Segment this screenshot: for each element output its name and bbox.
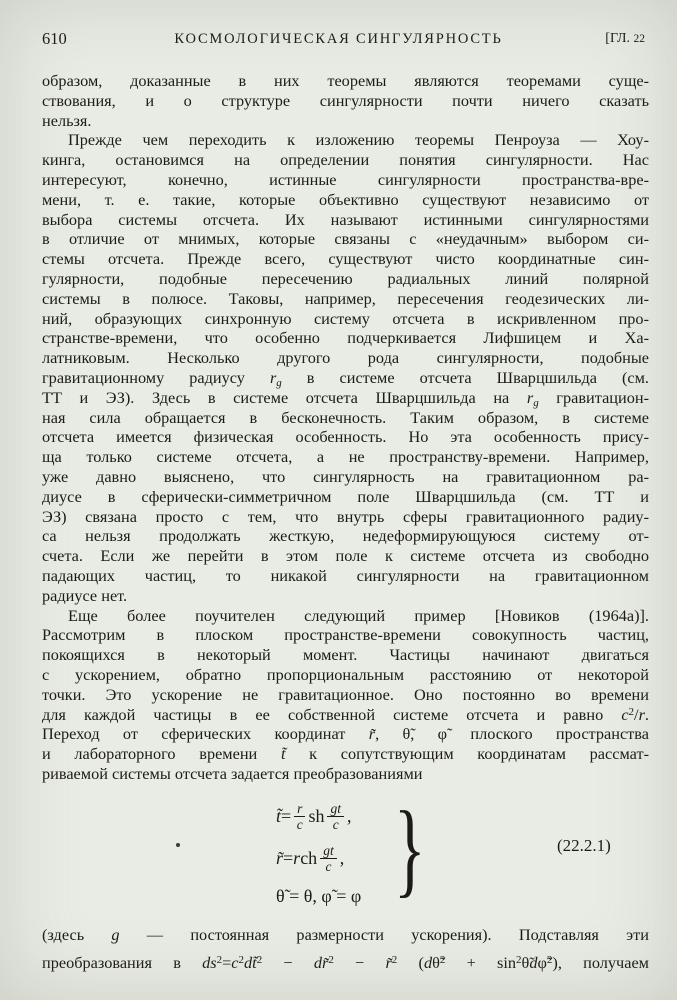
text-line: преобразования в $ds^2=c^2dt̃^2$ − dr̃$^2$ − r̃$^2$ (dθ̃$^2$ + $\sin^2\thetãd\varphĩ^2$), получаем [42,952,649,972]
text-line: системы в полюсе. Таковы, например, пересечения геодезических ли- [42,288,649,308]
chapter-label: [ГЛ. [605,31,630,46]
equation-rows [276,796,361,911]
equation-22-2-1 [42,790,649,920]
text-line: нельзя. [42,110,92,130]
chapter-reference [605,31,645,47]
text-line: (здесь g — постоянная размерности ускорения). Подставляя эти [42,925,649,944]
fraction: $\frac{r}{c}$ [294,801,305,832]
equation-row: r̃ = r ch $\frac{gt}{c}$ , [276,842,345,874]
text-line: ная сила обращается в бесконечность. Таким образом, в системе [42,407,649,427]
text-line: выбора системы отсчета. Их называют истинными сингулярностями [42,209,649,229]
fraction: $\frac{gt}{c}$ [327,801,344,832]
equation-row: t̃ = $\frac{r}{c}$ sh $\frac{gt}{c}$ , [276,801,352,832]
equation-number: (22.2.1) [557,836,611,855]
text-line: латниковым. Несколько другого рода сингулярности, подобные [42,348,649,368]
text-line: ствования, и о структуре сингулярности почти ничего сказать [42,90,649,110]
text-line: образом, доказанные в них теоремы являются теоремами суще- [42,71,649,90]
text-line: отсчета имеется физическая особенность. Но эта особенность прису- [42,427,649,447]
text-line: интересуют, конечно, истинные сингулярности пространства-вре- [42,169,649,189]
text-line: ний, образующих синхронную систему отсчета в искривленном про- [42,308,649,328]
text-line: в отличие от мнимых, которые связаны с «неудачным» выбором си- [42,229,649,249]
text-line: странстве-времени, что особенно подчеркивается Лифшицем и Ха- [42,328,649,348]
text-line: мени, т. е. такие, которые объективно существуют независимо от [42,189,649,209]
text-line: покоящихся в некоторый момент. Частицы начинают двигаться [42,645,649,665]
text-line: точки. Это ускорение не гравитационное. Оно постоянно во времени [42,684,649,704]
text-line: стемы отсчета. Прежде всего, существуют чисто координатные син- [42,249,649,269]
text-line: ТТ и ЭЗ). Здесь в системе отсчета Шварцшильда на rg гравитацион- [42,387,649,409]
text-line: кинга, остановимся на определении понятия сингулярности. Нас [42,150,649,170]
text-line: падающих частиц, то никакой сингулярности на гравитационном [42,565,649,585]
text-line: уже давно выяснено, что сингулярность на гравитационном ра- [42,466,649,486]
text-line: Рассмотрим в плоском пространстве-времени совокупность частиц, [42,625,649,645]
text-line: Еще более поучителен следующий пример [Новиков (1964а)]. [68,605,649,625]
running-head-title: КОСМОЛОГИЧЕСКАЯ СИНГУЛЯРНОСТЬ [174,31,503,47]
page-number: 610 [42,29,67,48]
text-line: с ускорением, обратно пропорциональным расстоянию от некоторой [42,664,649,684]
text-line: гравитационному радиусу rg в системе отсчета Шварцшильда (см. [42,367,649,389]
text-line: риваемой системы отсчета задается преобразованиями [42,763,423,783]
text-line: Прежде чем переходить к изложению теоремы Пенроуза — Хоу- [68,130,649,150]
equation-brace: } [394,790,426,907]
fraction: $\frac{gt}{c}$ [320,843,337,874]
body-text [42,71,649,784]
text-line: Переход от сферических координат r̃, θ̃, φ̃ плоского пространства [42,724,649,744]
text-line: гулярности, подобные пересечению радиальных линий полярной [42,268,649,288]
equation-row: θ̃ = θ, φ̃ = φ [276,885,362,906]
text-line: ща только системе отсчета, а не пространству-времени. Например, [42,447,649,467]
chapter-number: 22 [633,33,645,45]
text-line: диусе в сферически-симметричном поле Шварцшильда (см. ТТ и [42,486,649,506]
text-line: и лабораторного времени t̃ к сопутствующим координатам рассмат- [42,744,649,764]
text-line: для каждой частицы в ее собственной системе отсчета и равно $c^2/r$. [42,704,649,724]
footer-text [42,921,649,976]
text-line: ЭЗ) связана просто с тем, что внутрь сферы гравитационного радиу- [42,506,649,526]
text-line: радиусе нет. [42,585,128,605]
text-line: са нельзя продолжать жесткую, недеформирующуюся систему от- [42,526,649,546]
text-line: счета. Если же перейти в этом поле к системе отсчета из свободно [42,546,649,566]
